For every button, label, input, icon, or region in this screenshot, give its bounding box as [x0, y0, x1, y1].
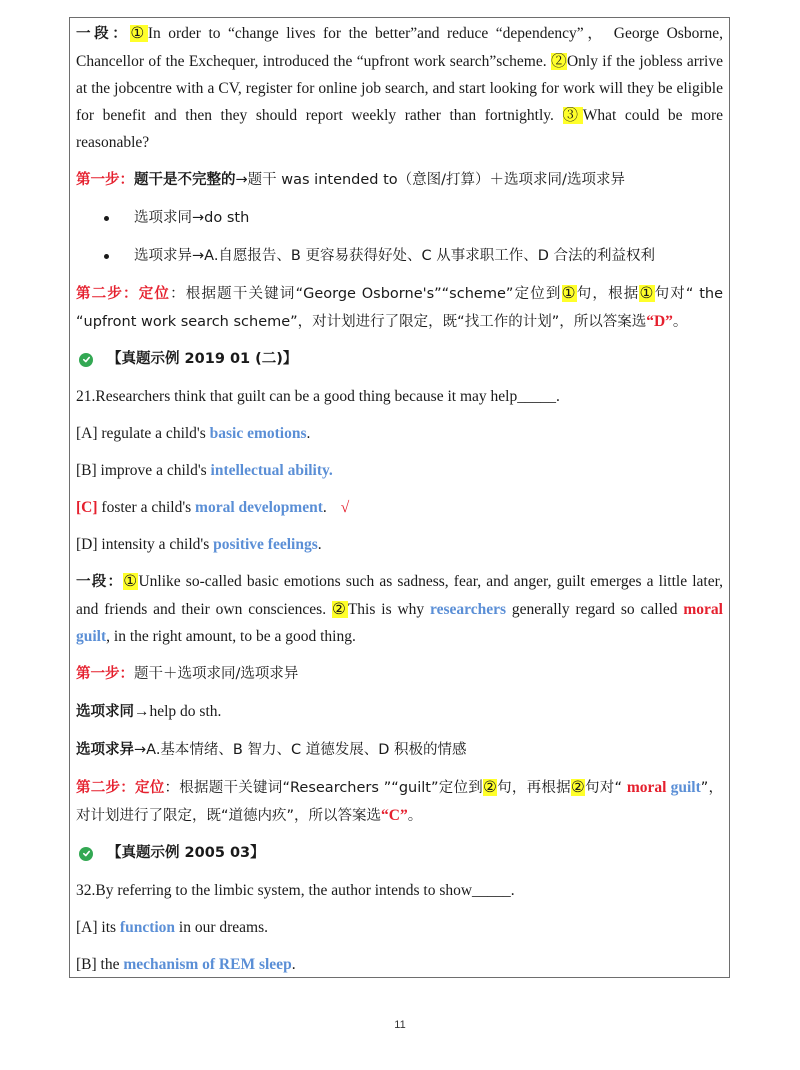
- option-text: .: [306, 425, 311, 442]
- sentence-2-cont: generally regard so called: [506, 601, 684, 618]
- question-32-stem: 32.By referring to the limbic system, the author intends to show_____.: [76, 882, 515, 899]
- option-d: [76, 531, 723, 558]
- example-heading-2019: [76, 346, 723, 373]
- paragraph-label: 一段：: [76, 26, 131, 42]
- passage-paragraph-1: [76, 20, 723, 156]
- step-text: 句对“: [585, 780, 627, 796]
- answer-letter: “D”: [646, 313, 673, 330]
- step-text: 。: [672, 314, 688, 330]
- step-text: ”，对计划进行了限定，既“道德内疚”，所以答案选: [76, 780, 724, 824]
- step-text: 句，再根据: [497, 780, 571, 796]
- keyword-guilt: guilt: [670, 779, 701, 796]
- step-text: ：根据题干关键词“George Osborne's”“scheme”定位到: [170, 286, 562, 302]
- option-keyword: mechanism of REM sleep: [123, 956, 292, 973]
- bullet-dot: [104, 216, 109, 221]
- sentence-marker: ①: [639, 285, 655, 302]
- option-keyword: basic emotions: [209, 425, 307, 442]
- bullet-dot: [104, 254, 109, 259]
- keyword-researchers: researchers: [430, 601, 507, 618]
- example-title: 【真题示例 2019 01 (二)】: [107, 351, 298, 367]
- step-text: 。: [407, 808, 423, 824]
- step-text: →题干 was intended to（意图/打算）＋选项求同/选项求异: [235, 172, 625, 188]
- option-text: foster a child's: [97, 499, 196, 516]
- step-text: ：根据题干关键词“Researchers ”“guilt”定位到: [164, 780, 483, 796]
- step-text: 题干＋选项求同/选项求异: [134, 666, 299, 682]
- sentence-2-end: , in the right amount, to be a good thing.: [106, 628, 356, 645]
- step-label: 第二步：: [76, 780, 135, 796]
- step-label: 第一步：: [76, 172, 134, 188]
- option-c: [76, 494, 723, 521]
- sentence-marker-2: ②: [331, 601, 348, 618]
- keyword-guilt: guilt: [76, 628, 107, 645]
- option-keyword: moral development: [195, 499, 323, 516]
- sentence-marker-1: ①: [123, 573, 139, 590]
- check-circle-icon: [79, 353, 93, 367]
- keyword-moral: moral: [626, 779, 667, 796]
- step-emphasis: 题干是不完整的: [134, 172, 236, 188]
- option-a-q32: [76, 914, 723, 941]
- page-number: 11: [394, 1019, 406, 1031]
- bullet-text: 选项求同→do sth: [134, 210, 250, 226]
- locate-label: 定位: [138, 286, 171, 302]
- option-text: [A] regulate a child's: [76, 425, 210, 442]
- option-text: .: [317, 536, 322, 553]
- option-keyword: function: [119, 919, 176, 936]
- passage-paragraph-2: [76, 568, 723, 650]
- option-keyword: intellectual ability.: [210, 462, 333, 479]
- sentence-3: What could be more reasonable?: [76, 107, 723, 151]
- sentence-1: Unlike so-called basic emotions such as sadness, fear, and anger, guilt emerges a little later, and friends and their own consciences.: [76, 573, 724, 618]
- sentence-2: Only if the jobless arrive at the jobcentre with a CV, register for online job search, and start looking for work will they be eligible for benefit and then they should report weekly rather than fortnightly.: [76, 53, 723, 124]
- sentence-marker-3: ③: [562, 107, 583, 124]
- answer-letter: “C”: [381, 807, 408, 824]
- same-label: 选项求同: [76, 704, 134, 720]
- step-2-paragraph: [76, 280, 723, 336]
- sentence-marker-2: ②: [550, 53, 567, 70]
- step-label: 第二步：: [76, 286, 139, 302]
- step-2-paragraph-q21: [76, 774, 723, 830]
- bullet-item-diff: [76, 242, 723, 270]
- page-content: [76, 20, 723, 988]
- sentence-marker: ①: [561, 285, 577, 302]
- diff-label: 选项求异: [76, 742, 134, 758]
- options-same-line: [76, 698, 723, 726]
- bullet-text: 选项求异→A.自愿报告、B 更容易获得好处、C 从事求职工作、D 合法的利益权利: [134, 248, 655, 264]
- option-b: [76, 457, 723, 484]
- step-1-line: [76, 166, 723, 194]
- option-text: .: [291, 956, 296, 973]
- option-text: [B] the: [76, 956, 124, 973]
- sentence-marker: ②: [482, 779, 498, 796]
- step-1-line-q21: [76, 660, 723, 688]
- paragraph-label: 一段：: [76, 574, 124, 590]
- question-21-stem: 21.Researchers think that guilt can be a good thing because it may help_____.: [76, 388, 560, 405]
- option-text: .: [322, 499, 327, 516]
- check-circle-icon: [79, 847, 93, 861]
- same-text: →help do sth.: [134, 703, 222, 720]
- option-text: [D] intensity a child's: [76, 536, 214, 553]
- sentence-2: This is why: [347, 601, 431, 618]
- example-title: 【真题示例 2005 03】: [107, 845, 265, 861]
- step-text: 句，根据: [576, 286, 640, 302]
- option-text: [A] its: [76, 919, 120, 936]
- sentence-marker: ②: [570, 779, 585, 796]
- options-diff-line: [76, 736, 723, 764]
- example-heading-2005: [76, 840, 723, 867]
- bullet-item-same: [76, 204, 723, 232]
- step-text: 句对“ the “upfront work search scheme”，对计划进行了限定，既“找工作的计划”，所以答案选: [76, 286, 724, 330]
- sentence-marker-1: ①: [130, 25, 148, 42]
- sentence-1: In order to “change lives for the better”and reduce “dependency”， George Osborne, Chancellor of the Exchequer, introduced the “upfront work search”scheme.: [76, 25, 724, 70]
- keyword-moral: moral: [683, 601, 723, 618]
- option-text: in our dreams.: [175, 919, 269, 936]
- option-keyword: positive feelings: [213, 536, 318, 553]
- correct-option-label: [C]: [76, 499, 98, 516]
- option-b-q32: [76, 951, 723, 978]
- checkmark-icon: √: [340, 499, 350, 516]
- step-label: 第一步：: [76, 666, 134, 682]
- option-a: [76, 420, 723, 447]
- diff-text: →A.基本情绪、B 智力、C 道德发展、D 积极的情感: [134, 742, 467, 758]
- option-text: [B] improve a child's: [76, 462, 211, 479]
- locate-label: 定位: [135, 780, 165, 796]
